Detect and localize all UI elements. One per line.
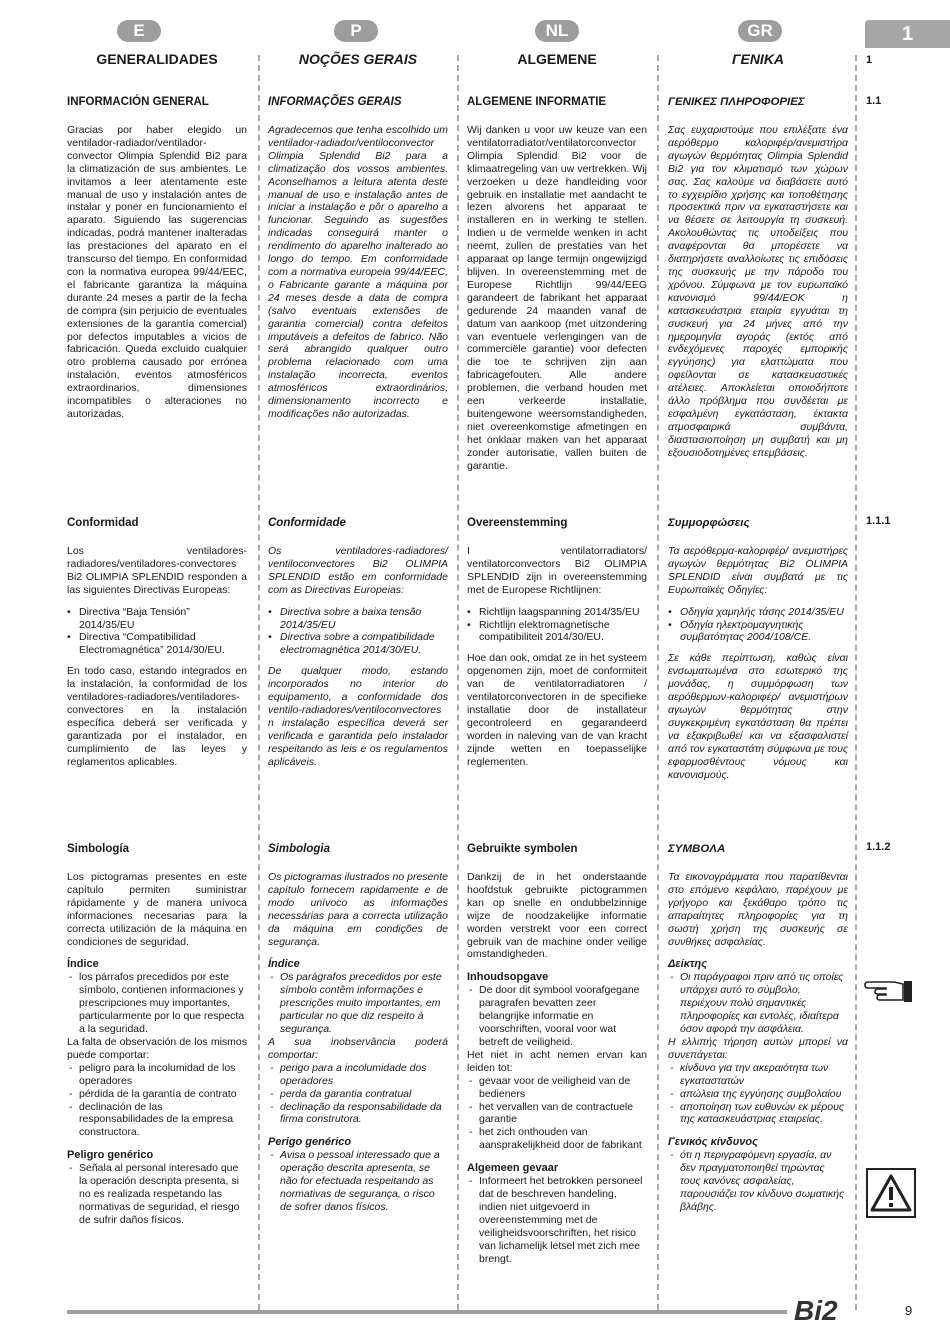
paragraph: En todo caso, estando integrados en la instalación, la conformidad de los ventiladores-radiadores/ventiladores-convectores en la instalación específica deberá ser verificada y garantizada por el instalador, en cumplimiento de las leyes y reglamentos aplicables. (67, 665, 247, 768)
danger-list (668, 1149, 848, 1214)
section-conformity (467, 517, 647, 778)
list-item: • Directiva “Baja Tensión” 2014/35/EU (67, 606, 247, 632)
directive-list (668, 606, 848, 645)
paragraph: Σας ευχαριστούμε που επιλέξατε ένα αερόθερμο καλοριφέρ/ανεμιστήρα αγωγών θερμότητας Olimpia Splendid Bi2 για τον κλιματισμό των χώρων σας. Σας καλούμε να διαβάσετε αυτό το εγχειρίδιο χρήσης και τοποθέτησης προσεκτικά πριν να εγκαταστήσετε και να θέσετε σε λειτουργία τη συσκευή. Ακολουθώντας τις υποδείξεις που αναφέρονται θα μπορέσετε να διατηρήσετε αναλλοίωτες τις επιδόσεις της συσκευής με την πάροδο του χρόνου. Σύμφωνα με τον ευρωπαϊκό κανονισμό 99/44/ΕΟΚ η κατασκευάστρια εταιρία εγγυάται τη συσκευή για 24 μήνες από την ημερομηνία αγοράς (εκτός από ενδεχόμενες παροχές εμπορικής εγγύησης) για ελαττώματα που οφείλονται σε κατασκευαστικές ατέλειες. Αποκλείεται οποιοδήποτε άλλο πρόβλημα που συνδέεται με εσφαλμένη εγκατάσταση, έκτακτα ατμοσφαιρικά συμβάντα, διαστασιοποίηση μη συμβατή και μη εξουσιοδοτημένες επεμβάσεις. (668, 124, 848, 459)
section-heading: INFORMAÇÕES GERAIS (268, 96, 402, 108)
paragraph: Τα αερόθερμα-καλοριφέρ/ ανεμιστήρες αγωγών θερμότητας Bi2 OLIMPIA SPLENDID είναι συμβατά με τις Ευρωπαϊκές Οδηγίες: (668, 545, 848, 596)
list-item: - απώλεια της εγγύησης συμβολαίου (668, 1088, 848, 1101)
section-heading: Conformidad (67, 517, 139, 529)
column-divider (457, 55, 459, 1310)
consequence-list (467, 1075, 647, 1152)
language-badge: GR (738, 20, 782, 42)
section-general-info (67, 96, 247, 430)
list-item: • Οδηγία χαμηλής τάσης 2014/35/EU (668, 606, 848, 619)
list-item: • Richtlijn laagspanning 2014/35/EU (467, 606, 647, 619)
section-heading: ΣΥΜΒΟΛΑ (668, 843, 726, 855)
section-heading: Conformidade (268, 517, 346, 529)
section-heading: ΓΕΝΙΚΕΣ ΠΛΗΡΟΦΟΡΙΕΣ (668, 96, 805, 108)
index-list (67, 971, 247, 1036)
list-item: - het zich onthouden van aansprakelijkheid door de fabrikant (467, 1126, 647, 1152)
warning-triangle-icon (866, 1168, 916, 1218)
subheading-danger: Peligro genérico (67, 1149, 154, 1162)
paragraph: Gracias por haber elegido un ventilador-radiador/ventilador-convector Olimpia Splendid Bi2 para la climatización de sus ambientes. Le invitamos a leer atentamente este manual de uso y instalación antes de instalar y poner en funcionamiento el aparato. Siguiendo las sugerencias indicadas, podrá mantener inalteradas las prestaciones del aparato en el transcurso del tiempo. En conformidad con la normativa europea 99/44/EEC, el fabricante garantiza la máquina durante 24 meses a partir de la fecha de compra (sin perjuicio de eventuales extensiones de la garantía comercial) por defectos imputables a vicios de fabricación. Queda excluido cualquier otro problema causado por errónea instalación, eventos atmosféricos extraordinarios, dimensiones incompatibles o alteraciones no autorizadas. (67, 124, 247, 420)
paragraph: A sua inobservância poderá comportar: (268, 1035, 448, 1061)
section-heading: Simbologia (268, 843, 330, 855)
paragraph: Τα εικονογράμματα που παρατίθενται στο επόμενο κεφάλαιο, παρέχουν με γρήγορο και ξεκάθαρο τρόπο τις απαραίτητες πληροφορίες για τη σωστή χρήση της συσκευής σε συνθήκες ασφαλείας. (668, 871, 848, 948)
list-item: - Señala al personal interesado que la operación descripta presenta, si no es realizada respetando las normativas de seguridad, el riesgo de sufrir daños físicos. (67, 1162, 247, 1227)
danger-list (467, 1175, 647, 1265)
section-heading: INFORMACIÓN GENERAL (67, 96, 209, 108)
subheading-danger: Γενικός κίνδυνος (668, 1136, 758, 1149)
list-item: - declinación de las responsabilidades de la empresa constructora. (67, 1101, 247, 1140)
list-item: • Directiva “Compatibilidad Electromagnética” 2014/30/EU. (67, 631, 247, 657)
section-heading: ALGEMENE INFORMATIE (467, 96, 607, 108)
page-number: 9 (905, 1303, 913, 1318)
paragraph: I ventilatorradiators/ ventilatorconvectors Bi2 OLIMPIA SPLENDID zijn in overeenstemming met de Europese Richtlijnen: (467, 545, 647, 596)
directive-list (268, 606, 448, 658)
paragraph: Het niet in acht nemen ervan kan leiden tot: (467, 1048, 647, 1074)
subheading-danger: Algemeen gevaar (467, 1162, 559, 1175)
list-item: • Οδηγία ηλεκτρομαγνητικής συμβατότητας 2004/108/CE. (668, 619, 848, 645)
column-divider (258, 55, 260, 1310)
language-badge: NL (535, 20, 579, 42)
brand-logo: Bi2 (794, 1295, 838, 1326)
list-item: • Richtlijn elektromagnetische compatibiliteit 2014/30/EU. (467, 619, 647, 645)
list-item: - κίνδυνο για την ακεραιότητα των εγκαταστατών (668, 1062, 848, 1088)
subheading-index: Índice (67, 958, 99, 971)
paragraph: Wij danken u voor uw keuze van een ventilatorradiator/ventilatorconvector Olimpia Splendid Bi2 voor de klimaatregeling van uw vertrekken. Wij verzoeken u deze handleiding voor gebruik en installatie met aandacht te lezen alvorens het apparaat te installeren en in werking te stellen. Indien u de vermelde wenken in acht neemt, zullen de prestaties van het apparaat op lange termijn ongewijzigd blijven. In overeenstemming met de Europese Richtlijn 99/44/EEG garandeert de fabrikant het apparaat gedurende 24 maanden vanaf de datum van aankoop (met uitzondering van eventuele verlengingen van de commerciële garantie) voor defecten die toe te schrijven zijn aan fabricagefouten. Alle andere problemen, die verband houden met een verkeerde installatie, buitengewone weersomstandigheden, niet overeenkomstige afmetingen en het onklaar maken van het apparaat zonder autorisatie, vallen buiten de garantie. (467, 124, 647, 472)
language-badge: P (334, 20, 378, 42)
subheading-index: Índice (268, 958, 300, 971)
paragraph: De qualquer modo, estando incorporados no interior do equipamento, a conformidade dos ventilo-radiadores/ventiloconvectores n instalação específica deverá ser verificada e garantida pelo instalador respeitando as leis e os regulamentos aplicáveis. (268, 665, 448, 768)
paragraph: Σε κάθε περίπτωση, καθώς είναι ενσωματωμένα στο εσωτερικό της μονάδας, η συμμόρφωση των αερόθερμων-καλοριφέρ/ ανεμιστήρων αγωγών θερμότητας στην συγκεκριμένη εγκατάσταση θα πρέπει να εξακριβωθεί και να εξασφαλιστεί από τον εγκαταστάτη σύμφωνα με τους εφαρμοσθέντους νόμους και κανονισμούς. (668, 652, 848, 781)
list-item: - De door dit symbool voorafgegane paragrafen bevatten zeer belangrijke informatie en voorschriften, vooral voor wat betreft de veiligheid. (467, 984, 647, 1049)
directive-list (67, 606, 247, 658)
column-divider (855, 55, 857, 1310)
section-symbols (467, 843, 647, 1273)
section-symbols (67, 843, 247, 1235)
subheading-index: Δείκτης (668, 958, 707, 971)
list-item: - declinação da responsabilidade da firma construtora. (268, 1101, 448, 1127)
paragraph: Os ventiladores-radiadores/ ventiloconvectores Bi2 OLIMPIA SPLENDID estão em conformidade com as Directivas Europeias: (268, 545, 448, 596)
index-list (268, 971, 448, 1036)
danger-list (67, 1162, 247, 1227)
section-number-1-1-1: 1.1.1 (866, 515, 891, 527)
paragraph: Η ελλιπής τήρηση αυτών μπορεί να συνεπάγεται: (668, 1035, 848, 1061)
paragraph: Agradecemos que tenha escolhido um ventilador-radiador/ventiloconvector Olimpia Splendid Bi2 para a climatização dos vossos ambientes. Aconselhamos a leitura atenta deste manual de uso e instalação antes de iniciar a instalação e pôr o aparelho a funcionar. Seguindo as sugestões indicadas conseguirá manter o rendimento do aparelho inalterado ao longo do tempo. Em conformidade com a normativa europeia 99/44/EEC, o Fabricante garante a máquina por 24 meses desde a data de compra (salvo eventuais extensões de garantia comercial) contra defeitos imputáveis a defeitos de fabrico. Não será abrangido qualquer outro problema relacionado com uma instalação incorrecta, eventos atmosféricos extraordinários, dimensionamento incorrecto e modificações não autorizadas. (268, 124, 448, 420)
directive-list (467, 606, 647, 645)
list-item: - pérdida de la garantía de contrato (67, 1088, 247, 1101)
list-item: - perda da garantia contratual (268, 1088, 448, 1101)
list-item: - Informeert het betrokken personeel dat de beschreven handeling, indien niet uitgevoerd in overeenstemming met de veiligheidsvoorschriften, het risico van lichamelijk letsel met zich mee brengt. (467, 1175, 647, 1265)
section-general-info (268, 96, 448, 430)
index-list (668, 971, 848, 1036)
danger-list (268, 1149, 448, 1214)
consequence-list (67, 1062, 247, 1139)
list-item: - ότι η περιγραφόμενη εργασία, αν δεν πραγματοποιηθεί τηρώντας τους κανόνες ασφαλείας, παρουσιάζει τον κίνδυνο σωματικής βλάβης. (668, 1149, 848, 1214)
pointing-hand-icon (864, 978, 916, 1004)
section-general-info (668, 96, 848, 469)
section-heading: Simbología (67, 843, 129, 855)
section-symbols (268, 843, 448, 1222)
list-item: - Οι παράγραφοι πριν από τις οποίες υπάρχει αυτό το σύμβολο, περιέχουν πολύ σημαντικές πληροφορίες και εντολές, ιδιαίτερα όσον αφορά την ασφάλεια. (668, 971, 848, 1036)
paragraph: Los ventiladores-radiadores/ventiladores-convectores Bi2 OLIMPIA SPLENDID responden a las siguientes Directivas Europeas: (67, 545, 247, 596)
paragraph: Hoe dan ook, omdat ze in het systeem opgenomen zijn, moet de conformiteit van de ventilatorradiatoren / ventilatorconvectoren in de specifieke installatie door de installateur gecontroleerd en gegarandeerd worden in naleving van de van kracht zijnde wetten en toepasselijke reglementen. (467, 652, 647, 768)
list-item: - Avisa o pessoal interessado que a operação descrita apresenta, se não for efectuada respeitando as normativas de segurança, o risco de sofrer danos físicos. (268, 1149, 448, 1214)
section-symbols (668, 843, 848, 1222)
section-conformity (668, 517, 848, 790)
section-number-1: 1 (866, 54, 873, 66)
column-divider (657, 55, 659, 1310)
section-number-1-1-2: 1.1.2 (866, 841, 891, 853)
chapter-tab: 1 (865, 20, 950, 48)
section-heading: Overeenstemming (467, 517, 568, 529)
section-general-info (467, 96, 647, 481)
consequence-list (268, 1062, 448, 1127)
list-item: - het vervallen van de contractuele garantie (467, 1101, 647, 1127)
consequence-list (668, 1062, 848, 1127)
footer-rule (67, 1310, 787, 1314)
section-conformity (67, 517, 247, 778)
language-badge: E (117, 20, 161, 42)
paragraph: Os pictogramas ilustrados no presente capítulo fornecem rapidamente e de modo unívoco as informações necessárias para a correcta utilização da máquina em condições de segurança. (268, 871, 448, 948)
subheading-danger: Perigo genérico (268, 1136, 352, 1149)
paragraph: Los pictogramas presentes en este capítulo permiten suministrar rápidamente y de manera unívoca informaciones necesarias para la correcta utilización de la máquina en condiciones de seguridad. (67, 871, 247, 948)
section-number-1-1: 1.1 (866, 95, 882, 107)
list-item: - gevaar voor de veiligheid van de bedieners (467, 1075, 647, 1101)
list-item: - los párrafos precedidos por este símbolo, contienen informaciones y prescripciones muy importantes, particularmente por lo que respecta a la seguridad. (67, 971, 247, 1036)
list-item: - perigo para a incolumidade dos operadores (268, 1062, 448, 1088)
column-title: GENERALIDADES (96, 51, 218, 67)
section-heading: Συμμορφώσεις (668, 517, 750, 529)
column-title: ALGEMENE (517, 51, 597, 67)
list-item: • Directiva sobre a compatibilidade electromagnética 2014/30/EU. (268, 631, 448, 657)
list-item: - αποποίηση των ευθυνών εκ μέρους της κατασκευάστριας εταιρείας. (668, 1101, 848, 1127)
paragraph: Dankzij de in het onderstaande hoofdstuk gebruikte pictogrammen kan op snelle en ondubbelzinnige wijze de noodzakelijke informatie worden verstrekt voor een correct gebruik van de machine onder veilige omstandigheden. (467, 871, 647, 961)
section-conformity (268, 517, 448, 778)
column-title: NOÇÕES GERAIS (298, 51, 418, 67)
column-title: ΓΕΝΙΚΑ (731, 51, 785, 67)
subheading-index: Inhoudsopgave (467, 971, 549, 984)
list-item: - peligro para la incolumidad de los operadores (67, 1062, 247, 1088)
list-item: - Os parágrafos precedidos por este símbolo contêm informações e prescrições muito importantes, em particular no que diz respeito à segurança. (268, 971, 448, 1036)
index-list (467, 984, 647, 1049)
list-item: • Directiva sobre a baixa tensão 2014/35/EU (268, 606, 448, 632)
paragraph: La falta de observación de los mismos puede comportar: (67, 1035, 247, 1061)
section-heading: Gebruikte symbolen (467, 843, 578, 855)
